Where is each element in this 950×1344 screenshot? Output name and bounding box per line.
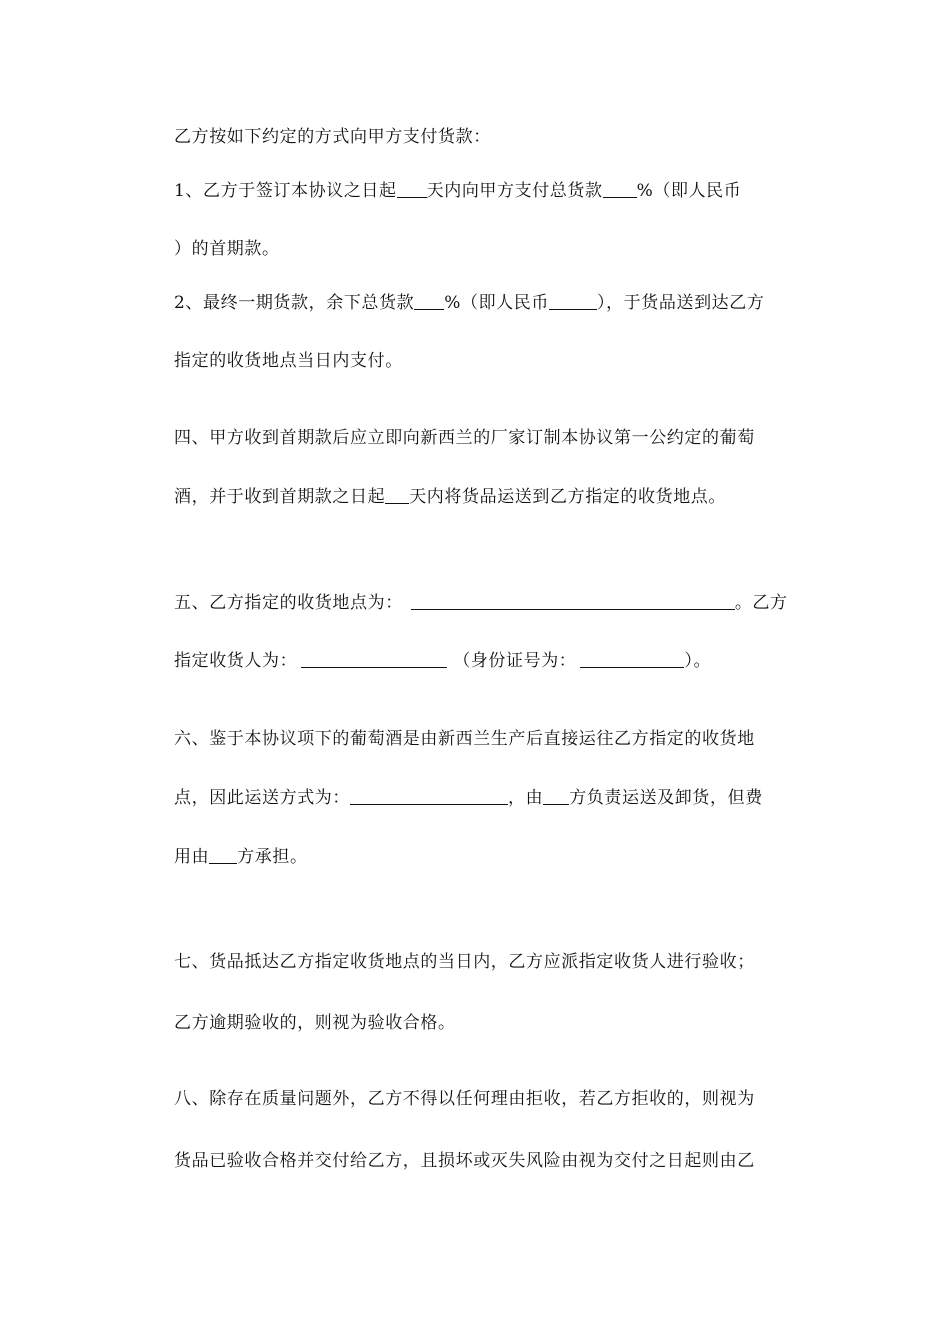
blank-receiver — [301, 651, 447, 668]
text: 乙方逾期验收的，则视为验收合格。 — [174, 1013, 456, 1033]
text: 用由 — [174, 847, 210, 867]
text: 方负责运送及卸货，但费 — [569, 788, 763, 808]
payment-intro — [174, 126, 814, 148]
text: 四、甲方收到首期款后应立即向新西兰的厂家订制本协议第一公约定的葡萄 — [174, 428, 755, 448]
clause-4-line-2 — [174, 486, 814, 508]
clause-8-line-2 — [174, 1150, 814, 1172]
text: 指定收货人为： — [174, 651, 298, 671]
text: 1、乙方于签订本协议之日起 — [174, 181, 397, 201]
clause-8-line-1 — [174, 1088, 814, 1110]
clause-1-line-2 — [174, 238, 814, 260]
clause-6-line-1 — [174, 728, 814, 750]
text: （身份证号为： — [453, 651, 577, 671]
blank-days — [397, 181, 427, 198]
text: ）的首期款。 — [174, 239, 280, 259]
clause-4-line-1 — [174, 427, 814, 449]
text: 。乙方 — [734, 593, 788, 613]
clause-7-line-2 — [174, 1012, 814, 1034]
blank-percent — [603, 181, 637, 198]
text: 指定的收货地点当日内支付。 — [174, 351, 403, 371]
text: 方承担。 — [237, 847, 308, 867]
clause-5-line-1 — [174, 592, 814, 614]
clause-7-line-1 — [174, 951, 814, 973]
text: 2、最终一期货款，余下总货款 — [174, 293, 415, 313]
text: 点，因此运送方式为： — [174, 788, 350, 808]
clause-6-line-3 — [174, 846, 814, 868]
blank-party — [543, 788, 569, 805]
text: %（即人民币 — [636, 181, 742, 201]
text: 天内向甲方支付总货款 — [426, 181, 603, 201]
blank-party — [209, 847, 237, 864]
text: 五、乙方指定的收货地点为： — [174, 593, 403, 613]
blank-shipping-method — [350, 788, 508, 805]
clause-5-line-2 — [174, 650, 814, 672]
text: %（即人民币 — [444, 293, 549, 313]
clause-2-line-2 — [174, 350, 814, 372]
clause-2-line-1 — [174, 292, 814, 314]
clause-6-line-2 — [174, 787, 814, 809]
text: 酒，并于收到首期款之日起 — [174, 487, 386, 507]
blank-id-number — [580, 651, 684, 668]
blank-percent — [414, 293, 444, 310]
blank-amount — [549, 293, 597, 310]
text: ），于货品送到达乙方 — [596, 293, 765, 313]
blank-days — [385, 487, 409, 504]
blank-address — [411, 593, 735, 610]
text: ，由 — [508, 788, 544, 808]
text: 乙方按如下约定的方式向甲方支付货款： — [174, 127, 491, 147]
text: 七、货品抵达乙方指定收货地点的当日内，乙方应派指定收货人进行验收； — [174, 952, 755, 972]
text: ）。 — [684, 651, 712, 671]
clause-1-line-1 — [174, 180, 814, 202]
text: 八、除存在质量问题外，乙方不得以任何理由拒收，若乙方拒收的，则视为 — [174, 1089, 755, 1109]
text: 六、鉴于本协议项下的葡萄酒是由新西兰生产后直接运往乙方指定的收货地 — [174, 729, 755, 749]
text: 天内将货品运送到乙方指定的收货地点。 — [409, 487, 727, 507]
text: 货品已验收合格并交付给乙方，且损坏或灭失风险由视为交付之日起则由乙 — [174, 1151, 755, 1171]
